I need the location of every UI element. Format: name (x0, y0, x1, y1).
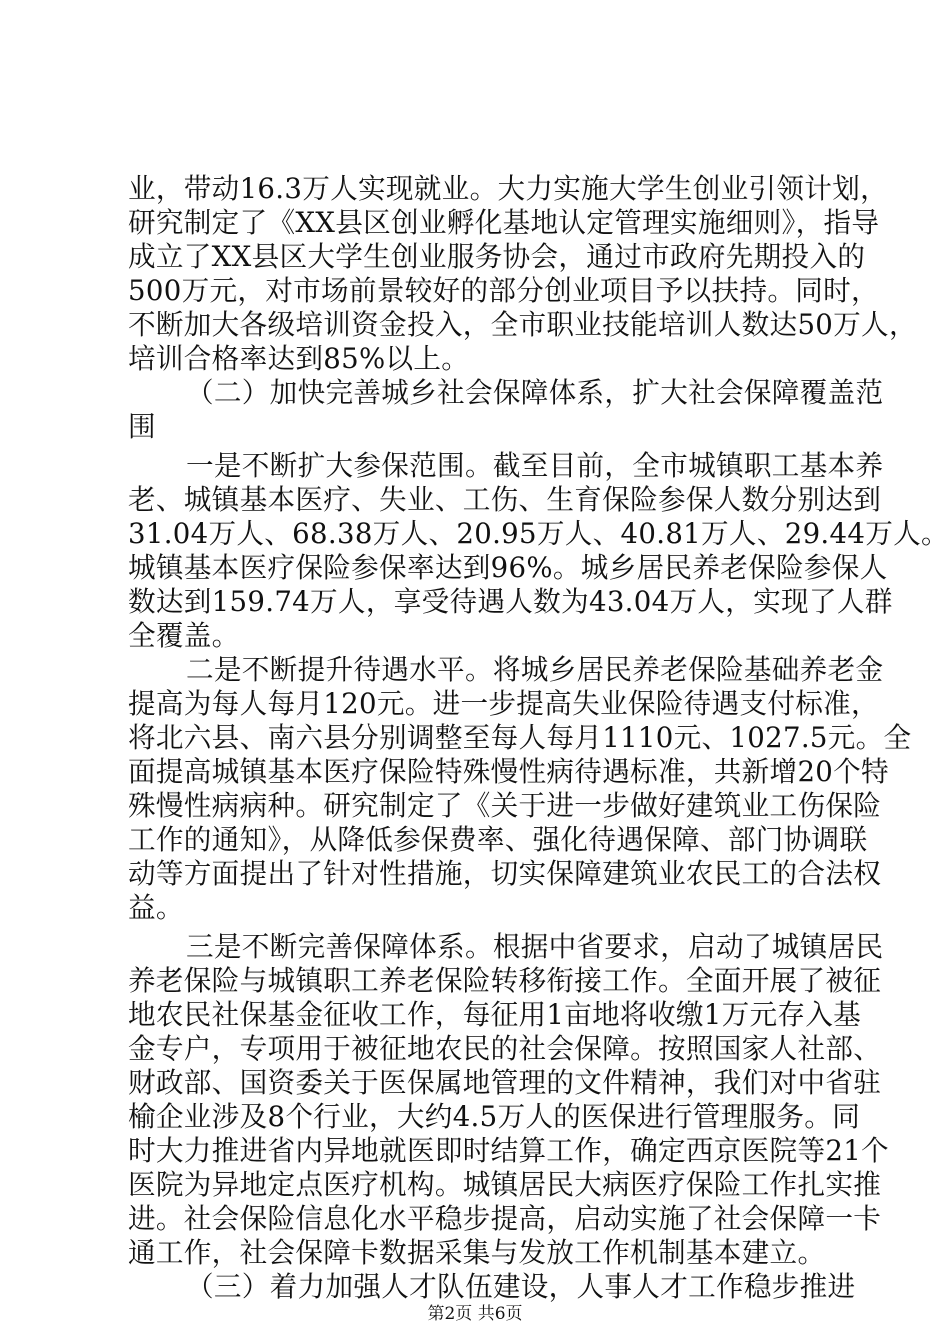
body-line: 殊慢性病病种。研究制定了《关于进一步做好建筑业工伤保险 (128, 789, 882, 822)
body-line: 医院为异地定点医疗机构。城镇居民大病医疗保险工作扎实推 (128, 1168, 882, 1201)
body-line: 500万元，对市场前景较好的部分创业项目予以扶持。同时， (128, 274, 879, 307)
body-line: 时大力推进省内异地就医即时结算工作，确定西京医院等21个 (128, 1134, 889, 1167)
body-line: 养老保险与城镇职工养老保险转移衔接工作。全面开展了被征 (128, 964, 882, 997)
body-line: 将北六县、南六县分别调整至每人每月1110元、1027.5元。全 (128, 721, 912, 754)
paragraph-first-line: 二是不断提升待遇水平。将城乡居民养老保险基础养老金 (186, 653, 884, 686)
body-line: 培训合格率达到85%以上。 (128, 342, 470, 375)
paragraph-first-line: 一是不断扩大参保范围。截至目前，全市城镇职工基本养 (186, 449, 884, 482)
body-line: 榆企业涉及8个行业，大约4.5万人的医保进行管理服务。同 (128, 1100, 861, 1133)
section-heading: （三）着力加强人才队伍建设，人事人才工作稳步推进 (186, 1270, 856, 1303)
body-line: 提高为每人每月120元。进一步提高失业保险待遇支付标准， (128, 687, 879, 720)
body-line: 全覆盖。 (128, 619, 240, 652)
body-line: 研究制定了《XX县区创业孵化基地认定管理实施细则》，指导 (128, 206, 880, 239)
body-line: 动等方面提出了针对性措施，切实保障建筑业农民工的合法权 (128, 857, 882, 890)
page-number: 第2页 共6页 (427, 1304, 523, 1324)
body-line: 金专户，专项用于被征地农民的社会保障。按照国家人社部、 (128, 1032, 882, 1065)
body-line: 益。 (128, 891, 184, 924)
body-line: 成立了XX县区大学生创业服务协会，通过市政府先期投入的 (128, 240, 866, 273)
body-line: 老、城镇基本医疗、失业、工伤、生育保险参保人数分别达到 (128, 483, 882, 516)
paragraph-first-line: 三是不断完善保障体系。根据中省要求，启动了城镇居民 (186, 930, 884, 963)
body-line: 数达到159.74万人，享受待遇人数为43.04万人，实现了人群 (128, 585, 893, 618)
body-line: 通工作，社会保障卡数据采集与发放工作机制基本建立。 (128, 1236, 826, 1269)
section-heading: （二）加快完善城乡社会保障体系，扩大社会保障覆盖范 (186, 376, 884, 409)
body-line: 地农民社保基金征收工作，每征用1亩地将收缴1万元存入基 (128, 998, 862, 1031)
body-line: 工作的通知》，从降低参保费率、强化待遇保障、部门协调联 (128, 823, 868, 856)
body-line: 城镇基本医疗保险参保率达到96%。城乡居民养老保险参保人 (128, 551, 888, 584)
body-line: 31.04万人、68.38万人、20.95万人、40.81万人、29.44万人。 (128, 517, 949, 550)
section-heading-continued: 围 (128, 410, 156, 443)
body-line: 进。社会保险信息化水平稳步提高，启动实施了社会保障一卡 (128, 1202, 882, 1235)
body-line: 不断加大各级培训资金投入，全市职业技能培训人数达50万人， (128, 308, 917, 341)
body-line: 面提高城镇基本医疗保险特殊慢性病待遇标准，共新增20个特 (128, 755, 889, 788)
body-line: 业，带动16.3万人实现就业。大力实施大学生创业引领计划， (128, 172, 888, 205)
body-line: 财政部、国资委关于医保属地管理的文件精神，我们对中省驻 (128, 1066, 882, 1099)
